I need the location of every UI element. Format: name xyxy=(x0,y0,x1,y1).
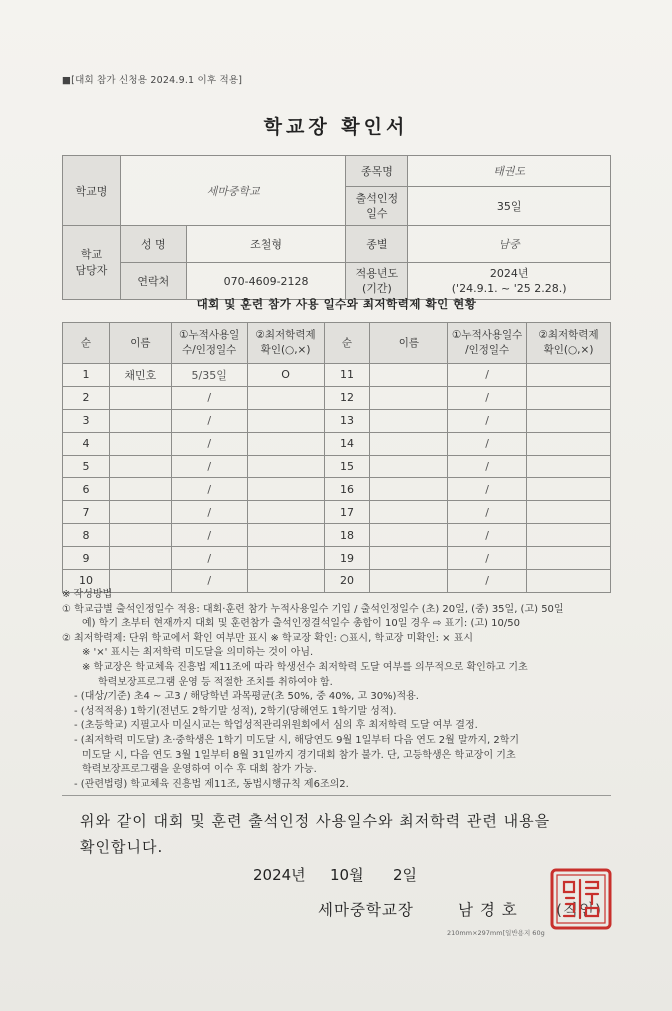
note-3: ※ '×' 표시는 최저학력 미도달을 의미하는 것이 아님. xyxy=(82,647,314,659)
note-8b: 미도달 시, 다음 연도 3월 1일부터 8월 31일까지 경기대회 참가 불가. 단, 고등학생은 학교장이 기초 xyxy=(82,749,516,761)
header-days: ①누적사용일 수/인정일수 xyxy=(171,323,247,364)
cell-no: 8 xyxy=(63,524,110,547)
cell-days: / xyxy=(171,501,247,524)
seal-label: (직인) xyxy=(556,901,603,919)
header-name: 이름 xyxy=(109,323,171,364)
cell-min: O xyxy=(247,364,324,387)
cell-min2 xyxy=(527,432,611,455)
event-label: 종목명 xyxy=(346,156,408,187)
paper-size-note: 210mm×297mm[일반용지 60g xyxy=(447,929,545,937)
cell-min xyxy=(247,547,324,570)
cell-min xyxy=(247,386,324,409)
cell-no2: 13 xyxy=(324,409,370,432)
header-no: 순 xyxy=(63,323,110,364)
category-label: 종별 xyxy=(346,226,408,263)
header-min2: ②최저학력제 확인(○,×) xyxy=(527,323,611,364)
cell-days2: / xyxy=(448,386,527,409)
note-8c: 학력보장프로그램을 운영하여 이수 후 대회 참가 가능. xyxy=(82,764,317,776)
cell-no: 2 xyxy=(63,386,110,409)
table-row xyxy=(63,364,611,387)
period-value: ('24.9.1. ~ '25 2.28.) xyxy=(451,282,567,295)
table-row xyxy=(63,478,611,501)
cell-name xyxy=(109,547,171,570)
days-value: 35일 xyxy=(408,187,611,226)
cell-days2: / xyxy=(448,524,527,547)
cell-name xyxy=(109,455,171,478)
confirmation-line-2: 확인합니다. xyxy=(80,838,164,856)
year-cell xyxy=(408,263,611,300)
cell-name2 xyxy=(370,524,448,547)
table-row xyxy=(63,524,611,547)
table-row xyxy=(63,547,611,570)
cell-name2 xyxy=(370,547,448,570)
cell-name2 xyxy=(370,455,448,478)
cell-no2: 11 xyxy=(324,364,370,387)
cell-name2 xyxy=(370,409,448,432)
cell-name xyxy=(109,386,171,409)
cell-name xyxy=(109,524,171,547)
cell-no: 5 xyxy=(63,455,110,478)
header-days2: ①누적사용일수 /인정일수 xyxy=(448,323,527,364)
cell-min2 xyxy=(527,501,611,524)
cell-min2 xyxy=(527,478,611,501)
cell-no2: 14 xyxy=(324,432,370,455)
note-8a: - (최저학력 미도달) 초·중학생은 1학기 미도달 시, 해당연도 9월 1일부터 다음 연도 2월 말까지, 2학기 xyxy=(74,734,520,746)
cell-min2 xyxy=(527,524,611,547)
cell-no2: 16 xyxy=(324,478,370,501)
cell-days: / xyxy=(171,547,247,570)
date-day: 2일 xyxy=(393,866,418,884)
cell-min xyxy=(247,455,324,478)
cell-min2 xyxy=(527,455,611,478)
cell-name xyxy=(109,478,171,501)
cell-min2 xyxy=(527,409,611,432)
name-value: 조철형 xyxy=(186,226,346,263)
official-seal-icon xyxy=(550,868,612,930)
year-label: 적용년도 (기간) xyxy=(346,263,408,300)
status-table xyxy=(62,322,611,593)
cell-days: 5/35일 xyxy=(171,364,247,387)
header-name2: 이름 xyxy=(370,323,448,364)
cell-days2: / xyxy=(448,455,527,478)
cell-name2 xyxy=(370,364,448,387)
cell-days2: / xyxy=(448,364,527,387)
cell-days2: / xyxy=(448,432,527,455)
cell-min xyxy=(247,478,324,501)
cell-days: / xyxy=(171,524,247,547)
cell-days2: / xyxy=(448,409,527,432)
divider xyxy=(62,795,611,796)
cell-days: / xyxy=(171,455,247,478)
cell-no2: 20 xyxy=(324,570,370,593)
manager-label: 학교 담당자 xyxy=(63,226,121,300)
cell-days: / xyxy=(171,386,247,409)
cell-no: 9 xyxy=(63,547,110,570)
note-2: ② 최저학력제: 단위 학교에서 확인 여부만 표시 ※ 학교장 확인: ○표시, 학교장 미확인: × 표시 xyxy=(62,632,474,644)
cell-no2: 18 xyxy=(324,524,370,547)
cell-name xyxy=(109,409,171,432)
cell-no: 3 xyxy=(63,409,110,432)
cell-name xyxy=(109,501,171,524)
table-row xyxy=(63,386,611,409)
table-row xyxy=(63,409,611,432)
cell-days: / xyxy=(171,478,247,501)
cell-min xyxy=(247,432,324,455)
signer-name: 남 경 호 xyxy=(458,901,518,919)
header-min: ②최저학력제 확인(○,×) xyxy=(247,323,324,364)
note-5: - (대상/기준) 초4 ~ 고3 / 해당학년 과목평균(초 50%, 중 40%, 고 30%)적용. xyxy=(74,691,419,703)
cell-name xyxy=(109,432,171,455)
cell-name2 xyxy=(370,432,448,455)
year-value: 2024년 xyxy=(489,267,529,280)
confirmation-text xyxy=(80,808,550,860)
cell-no2: 17 xyxy=(324,501,370,524)
header-no2: 순 xyxy=(324,323,370,364)
days-label: 출석인정 일수 xyxy=(346,187,408,226)
date-year: 2024년 xyxy=(253,866,306,884)
cell-min2 xyxy=(527,386,611,409)
status-title: 대회 및 훈련 참가 사용 일수와 최저학력제 확인 현황 xyxy=(196,297,477,311)
note-7: - (초등학교) 지필고사 미실시교는 학업성적관리위원회에서 심의 후 최저학력 도달 여부 결정. xyxy=(74,720,478,732)
cell-no: 4 xyxy=(63,432,110,455)
document-title: 학교장 확인서 xyxy=(263,116,409,138)
note-6: - (성적적용) 1학기(전년도 2학기말 성적), 2학기(당해연도 1학기말 성적). xyxy=(74,705,397,717)
cell-name2 xyxy=(370,386,448,409)
notes-section xyxy=(62,588,622,792)
cell-name: 채민호 xyxy=(109,364,171,387)
cell-min xyxy=(247,501,324,524)
cell-min xyxy=(247,524,324,547)
note-9: - (관련법령) 학교체육 진흥법 제11조, 동법시행규칙 제6조의2. xyxy=(74,778,349,790)
cell-days2: / xyxy=(448,570,527,593)
event-value: 태권도 xyxy=(408,156,611,187)
contact-label: 연락처 xyxy=(120,263,186,300)
cell-name2 xyxy=(370,501,448,524)
name-label: 성 명 xyxy=(120,226,186,263)
status-table-header xyxy=(63,323,611,364)
contact-value: 070-4609-2128 xyxy=(186,263,346,300)
confirmation-line-1: 위와 같이 대회 및 훈련 출석인정 사용일수와 최저학력 관련 내용을 xyxy=(80,812,551,830)
note-4b: 학력보장프로그램 운영 등 적절한 조치를 취하여야 함. xyxy=(98,676,333,688)
cell-days: / xyxy=(171,409,247,432)
cell-days: / xyxy=(171,432,247,455)
cell-no2: 19 xyxy=(324,547,370,570)
table-row xyxy=(63,501,611,524)
cell-days2: / xyxy=(448,501,527,524)
info-table xyxy=(62,155,611,300)
cell-no: 1 xyxy=(63,364,110,387)
cell-no2: 12 xyxy=(324,386,370,409)
notes-heading: ※ 작성방법 xyxy=(62,589,113,600)
note-4a: ※ 학교장은 학교체육 진흥법 제11조에 따라 학생선수 최저학력 도달 여부를 의무적으로 확인하고 기초 xyxy=(82,661,528,673)
category-value: 남중 xyxy=(408,226,611,263)
cell-no2: 15 xyxy=(324,455,370,478)
cell-name2 xyxy=(370,478,448,501)
table-row xyxy=(63,432,611,455)
cell-no: 7 xyxy=(63,501,110,524)
school-label: 학교명 xyxy=(63,156,121,226)
cell-min2 xyxy=(527,364,611,387)
signer-school: 세마중학교장 xyxy=(318,901,414,919)
cell-days2: / xyxy=(448,478,527,501)
note-1a: ① 학교급별 출석인정일수 적용: 대회·훈련 참가 누적사용일수 기입 / 출석인정일수 (초) 20일, (중) 35일, (고) 50일 xyxy=(62,603,564,615)
note-1b: 예) 학기 초부터 현재까지 대회 및 훈련참가 출석인정결석일수 총합이 10일 경우 ⇨ 표기: (고) 10/50 xyxy=(82,618,520,630)
cell-no: 10 xyxy=(63,570,110,593)
header-note: ■[대회 참가 신청용 2024.9.1 이후 적용] xyxy=(62,75,243,86)
cell-days2: / xyxy=(448,547,527,570)
table-row xyxy=(63,455,611,478)
cell-no: 6 xyxy=(63,478,110,501)
school-value: 세마중학교 xyxy=(120,156,346,226)
cell-min2 xyxy=(527,547,611,570)
cell-min xyxy=(247,409,324,432)
cell-days: / xyxy=(171,570,247,593)
date-month: 10월 xyxy=(330,866,364,884)
